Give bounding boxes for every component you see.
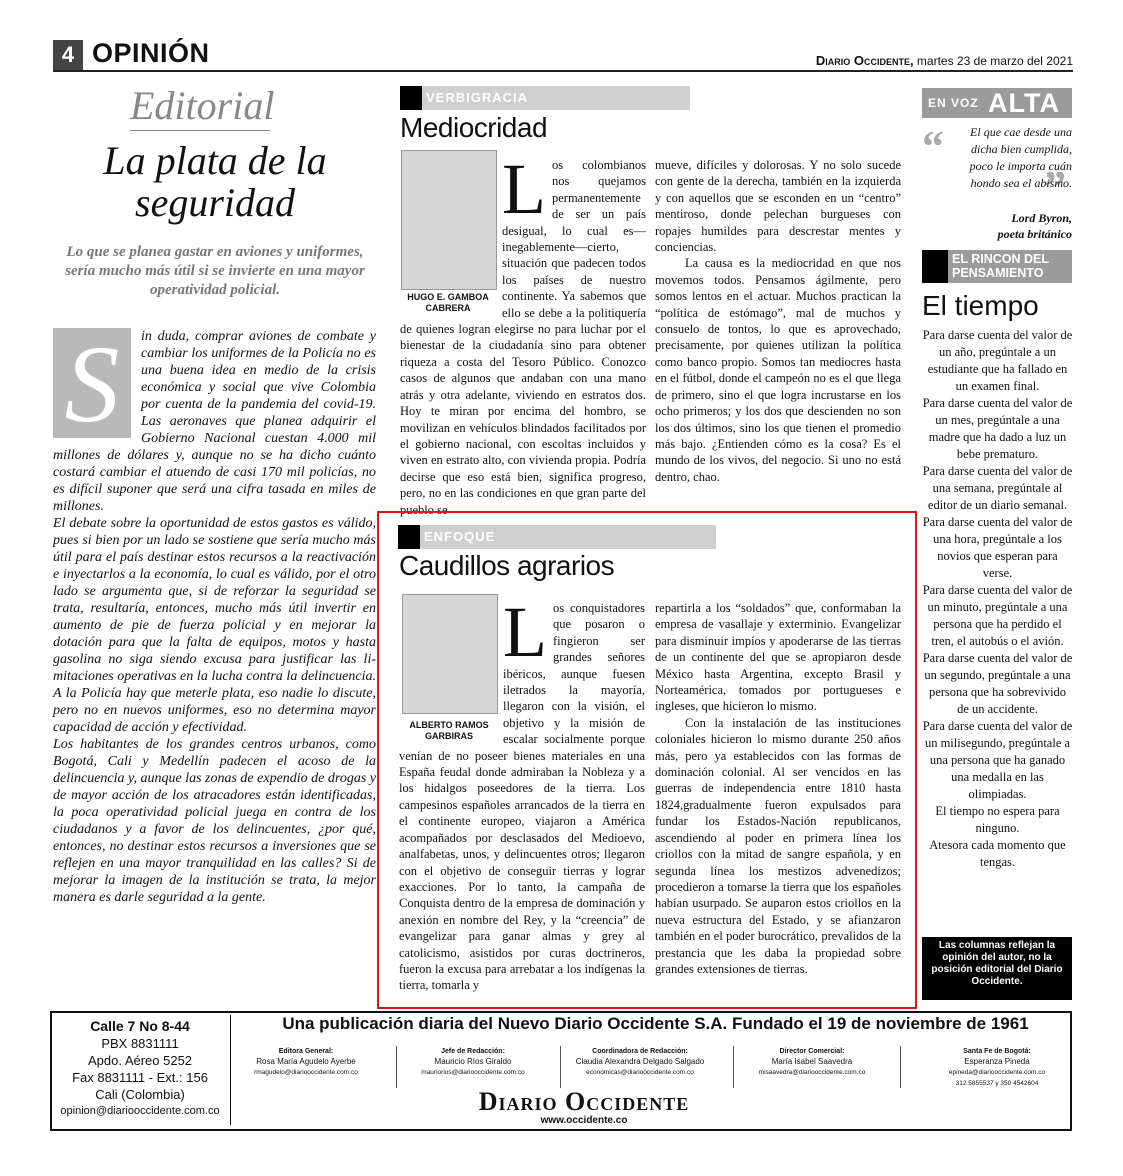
staff-name: Rosa María Agudelo Ayerbe: [256, 1057, 356, 1066]
staff-name: Claudia Alexandra Delgado Salgado: [575, 1057, 705, 1066]
column-text: [655, 157, 901, 485]
rincon-paragraph: Para darse cuenta del valor de un segundo, pregúntale a una persona que ha sobrevivido de un accidente.: [922, 651, 1073, 716]
fax: Fax 8831111 - Ext.: 156: [72, 1070, 208, 1085]
staff-entry: [565, 1046, 715, 1078]
editorial-kicker: Editorial: [130, 83, 275, 128]
editorial-paragraph: Los habitantes de los grandes centros urbanos, como Bogotá, Cali y Medellín padecen el acoso de la delincuencia y, aunque las zonas de expendio de drogas y de mayor acción de los atracadores están identificadas, la poca operatividad policial juega en contra de los ciudadanos y a favor de los delincuentes, ¿por qué, entonces, no destinar estos recursos a inversiones que se reflejen en una mayor tranquilidad en las calles? Si de mejorar la imagen de la institución se trata, la mejor manera es darle seguridad a la gente.: [53, 737, 376, 905]
staff-role: Santa Fe de Bogotá:: [963, 1048, 1031, 1055]
staff-phone: 312 5855537 y 350 4542604: [955, 1080, 1039, 1087]
drop-cap: S: [53, 328, 131, 438]
banner-big: ALTA: [988, 88, 1060, 118]
divider: [733, 1046, 734, 1088]
footer-address: [55, 1018, 225, 1120]
author-caption: ALBERTO RAMOS GARBIRAS: [409, 720, 489, 741]
page-number: 4: [53, 40, 83, 70]
staff-email[interactable]: rmagudelo@diariooccidente.com.co: [254, 1069, 358, 1076]
staff-role: Director Comercial:: [779, 1048, 845, 1055]
rincon-body: [922, 327, 1073, 871]
highlight-box: [377, 511, 917, 1009]
staff-email[interactable]: economicas@diariooccidente.com.co: [586, 1069, 694, 1076]
editorial-paragraph: in duda, comprar aviones de combate y cambiar los uniformes de la Policía no es una buena idea en medio de la crisis económica y social que vive Colombia por cuenta de la pandemia del covid-19. Las aeronaves que planea adquirir el Gobierno Nacional cuestan 4.000 mil millones de dólares y, aunque no se ha dicho cuánto costará cambiar el atuendo de casi 170 mil policías, no es difícil suponer que será una cifra tasada en miles de millones.: [53, 329, 376, 514]
staff-role: Jefe de Redacción:: [441, 1048, 505, 1055]
quote-author-role: poeta británico: [997, 227, 1072, 241]
street-address: Calle 7 No 8-44: [90, 1018, 190, 1034]
staff-role: Editora General:: [278, 1048, 334, 1055]
rincon-title: El tiempo: [922, 290, 1039, 321]
staff-name: María Isabel Saavedra: [771, 1057, 853, 1066]
close-quote-icon: ”: [1044, 162, 1066, 211]
quote-author: [925, 210, 1072, 242]
quote-text: [925, 124, 1072, 192]
open-quote-icon: “: [922, 122, 944, 171]
footer-email[interactable]: opinion@diariooccidente.com.co: [60, 1105, 220, 1117]
column-title: Caudillos agrarios: [399, 550, 615, 581]
staff-entry: [231, 1046, 381, 1078]
issue-date: martes 23 de marzo del 2021: [916, 54, 1073, 68]
column-label: VERBIGRACIA: [426, 90, 529, 105]
staff-name: Esperanza Pineda: [964, 1057, 1030, 1066]
staff-entry: [737, 1046, 887, 1078]
en-voz-alta-banner: [922, 88, 1072, 118]
rincon-banner: [922, 250, 1072, 283]
column-paragraph: La causa es la mediocridad en que nos movemos todos. Pensamos ágilmente, pero somos lentos en el actuar. Muchos practican la “política de estómago”, mal de muchos y consuelo de tontos, lo que es aprovechado, precisamente, por quienes utilizan la política como banco propio. Somos tan mediocres hasta en el fútbol, donde el campeón no es el que llega de primero, sino el que logra incrustarse en los ocho primeros; y los dos que descienden no son los dos últimos, sino los que tienen el promedio más bajo. ¿Entienden cómo es la cosa? Es el mundo de los vivos, del negocio. Si uno no está dentro, chao.: [655, 256, 901, 484]
author-caption: HUGO E. GAMBOA CABRERA: [407, 292, 489, 313]
newspaper-logo: Diario Occidente: [478, 1087, 690, 1116]
rincon-paragraph: Para darse cuenta del valor de un año, pregúntale a un estudiante que ha fallado en un examen final.: [922, 328, 1073, 393]
quote-body: El que cae desde una dicha bien cumplida, poco le importa cuán hondo sea el abismo.: [969, 125, 1072, 190]
column-label-verbigracia: [400, 86, 690, 110]
staff-entry: [398, 1046, 548, 1078]
staff-email[interactable]: epineda@diariooccidente.com.co: [948, 1069, 1046, 1076]
rincon-label: EL RINCON DEL PENSAMIENTO: [952, 252, 1049, 280]
city: Cali (Colombia): [95, 1087, 185, 1102]
rincon-paragraph: Atesora cada momento que tengas.: [929, 838, 1066, 869]
drop-cap: L: [503, 592, 547, 672]
rincon-paragraph: Para darse cuenta del valor de un milisegundo, pregúntale a una persona que ha ganado una medalla en las olimpiadas.: [922, 719, 1073, 801]
label-block: [922, 250, 948, 283]
pbx: PBX 8831111: [101, 1036, 179, 1051]
rincon-paragraph: El tiempo no espera para ninguno.: [935, 804, 1060, 835]
header-rule: [53, 70, 1073, 72]
rincon-paragraph: Para darse cuenta del valor de un mes, pregúntale a una madre que ha dado a luz un bebe prematuro.: [922, 396, 1073, 461]
editorial-title: La plata de la seguridad: [103, 138, 327, 225]
column-title: Mediocridad: [400, 112, 548, 143]
divider: [900, 1046, 901, 1088]
column-paragraph: os colombianos nos quejamos permanentemente de ser un país desigual, lo cual es—inegablemente—cierto, situación que padecen todos los países de nuestro continente. Ya sabemos que ello se debe a la politiquería de quienes logran elegirse no para luchar por el bienestar de la ciudadanía sino para obtener riqueza a costa del Tesoro Público. Conozco casos de algunos que andaban con una mano atrás y otra adelante, viviendo en estratos dos. Hoy te miran por encima del hombro, se movilizan en vehículos blindados facilitados por el gobierno nacional, con escoltas incluidos y viven en estrato alto, con vivienda propia. Podría decirse que eso está bien, significa progreso, pero, no en las condiciones en que gran parte del pueblo se: [400, 158, 646, 517]
divider: [130, 130, 270, 131]
masthead-date: [816, 53, 1073, 68]
drop-cap: L: [502, 149, 546, 229]
column-paragraph: repartirla a los “soldados” que, conformaban la empresa de vasallaje y exterminio. Evangelizar para disminuir impíos y apoderarse de las tierras de un continente del que se apropiaron desde México hasta Argentina, excepto Brasil y Norteamérica, tomados por portugueses e ingleses, que hicieron lo mismo.: [655, 601, 901, 714]
quote-author-name: Lord Byron,: [1011, 211, 1072, 225]
column-text: [400, 149, 646, 517]
disclaimer-box: Las columnas reflejan la opinión del autor, no la posición editorial del Diario Occidente.: [922, 937, 1072, 1000]
rincon-paragraph: Para darse cuenta del valor de una semana, pregúntale al editor de un diario semanal.: [922, 464, 1073, 512]
divider: [396, 1046, 397, 1088]
staff-name: Mauricio Ríos Giraldo: [434, 1057, 512, 1066]
column-label: ENFOQUE: [424, 529, 496, 544]
rincon-paragraph: Para darse cuenta del valor de un minuto, pregúntale a una persona que ha perdido el tren, el autobús o el avión.: [922, 583, 1073, 648]
photo-spacer: [400, 157, 502, 317]
column-paragraph: mueve, difíciles y dolorosas. Y no solo sucede con gente de la derecha, también en la izquierda y con aquellos que se esconden en un “centro” mentiroso, donde pelechan burgueses con ropajes humildes para descrestar mentes y conciencias.: [655, 158, 901, 255]
staff-entry: [922, 1046, 1072, 1089]
divider: [560, 1046, 561, 1088]
staff-email[interactable]: mauriorios@diariooccidente.com.co: [421, 1069, 525, 1076]
editorial-paragraph: El debate sobre la oportunidad de estos gastos es válido, pues si bien por un lado se sostiene que sería mucho más útil para el país destinar estos recursos a la reactivación e inyectarlos a la economía, lo cual es válido, por el otro lado se argumenta que, si de reforzar la seguridad se trata, resultaría, entonces, mucho más útil invertir en aumento de pie de fuerza policial y en mejorar la dotación para que la falta de equipos, motos y hasta gasolina no siga siendo excusa para justificar las li-mitaciones operativas en la lucha contra la delincuencia. A la Policía hay que meterle plata, eso nadie lo discute, pero no en nuevos uniformes, eso no determina mayor capacidad de acción y efectividad.: [53, 516, 376, 735]
staff-email[interactable]: misaavedra@diariooccidente.com.co: [758, 1069, 866, 1076]
column-paragraph: os conquistadores que posaron o fingieron ser grandes señores ibéricos, aunque fuesen iletrados la mayoría, llegaron con la visión, el objetivo y la misión de escalar socialmente porque venían de no poseer bienes materiales en una España feudal donde admiraban la Nobleza y a los hidalgos poseedores de la tierra. Los campesinos españoles arrancados de la tierra en el continente europeo, viajaron a América acompañados por desclasados del Medioevo, analfabetas, unos, y delincuentes otros; llegaron con el objetivo de conseguir tierras y lograr exacciones. Por lo tanto, la campaña de Conquista dentro de la empresa de dominación y anexión en nombre del Rey, y la “creencia” de evangelizar para ganar almas y grey al catolicismo, asistidos por curas doctrineros, fueron la excusa para arrebatar a los indígenas la tierra, tomarla y: [399, 601, 645, 993]
paper-name: Diario Occidente,: [815, 53, 914, 68]
address-line: [55, 1018, 225, 1035]
editorial-body: [53, 323, 376, 906]
column-paragraph: Con la instalación de las instituciones coloniales hicieron lo mismo durante 250 años más, pero ya establecidos con las formas de dominación colonial. Al ser vencidos en las guerras de independencia entre 1810 hasta 1824,gradualmente fueron expulsados para fundar los Estados-Nación republicanos, ascendiendo al poder en primera línea los criollos con la mitad de sangre española, y en segunda línea los mestizos advenedizos; procedieron a tomarse la tierra que los españoles habían usurpado. Se auparon estos criollos en la nueva estructura del Estado, y se afianzaron también en el poder burocrático, prevalidos de la prestancia que les daba la propiedad sobre grandes extensiones de tierras.: [655, 715, 901, 976]
footer-tagline: Una publicación diaria del Nuevo Diario Occidente S.A. Fundado el 19 de noviembre de 1961: [282, 1014, 1029, 1033]
label-block: [400, 86, 422, 110]
apdo: Apdo. Aéreo 5252: [87, 1053, 193, 1068]
banner-small: EN VOZ: [928, 96, 979, 110]
section-title: OPINIÓN: [92, 38, 210, 68]
rincon-paragraph: Para darse cuenta del valor de una hora, pregúntale a los novios que esperan para verse.: [922, 515, 1073, 580]
editorial-subtitle: Lo que se planea gastar en aviones y uniformes, sería mucho más útil si se invierte en una mayor operatividad policial.: [65, 244, 365, 298]
staff-role: Coordinadora de Redacción:: [592, 1048, 688, 1055]
website-link[interactable]: www.occidente.co: [540, 1115, 628, 1126]
